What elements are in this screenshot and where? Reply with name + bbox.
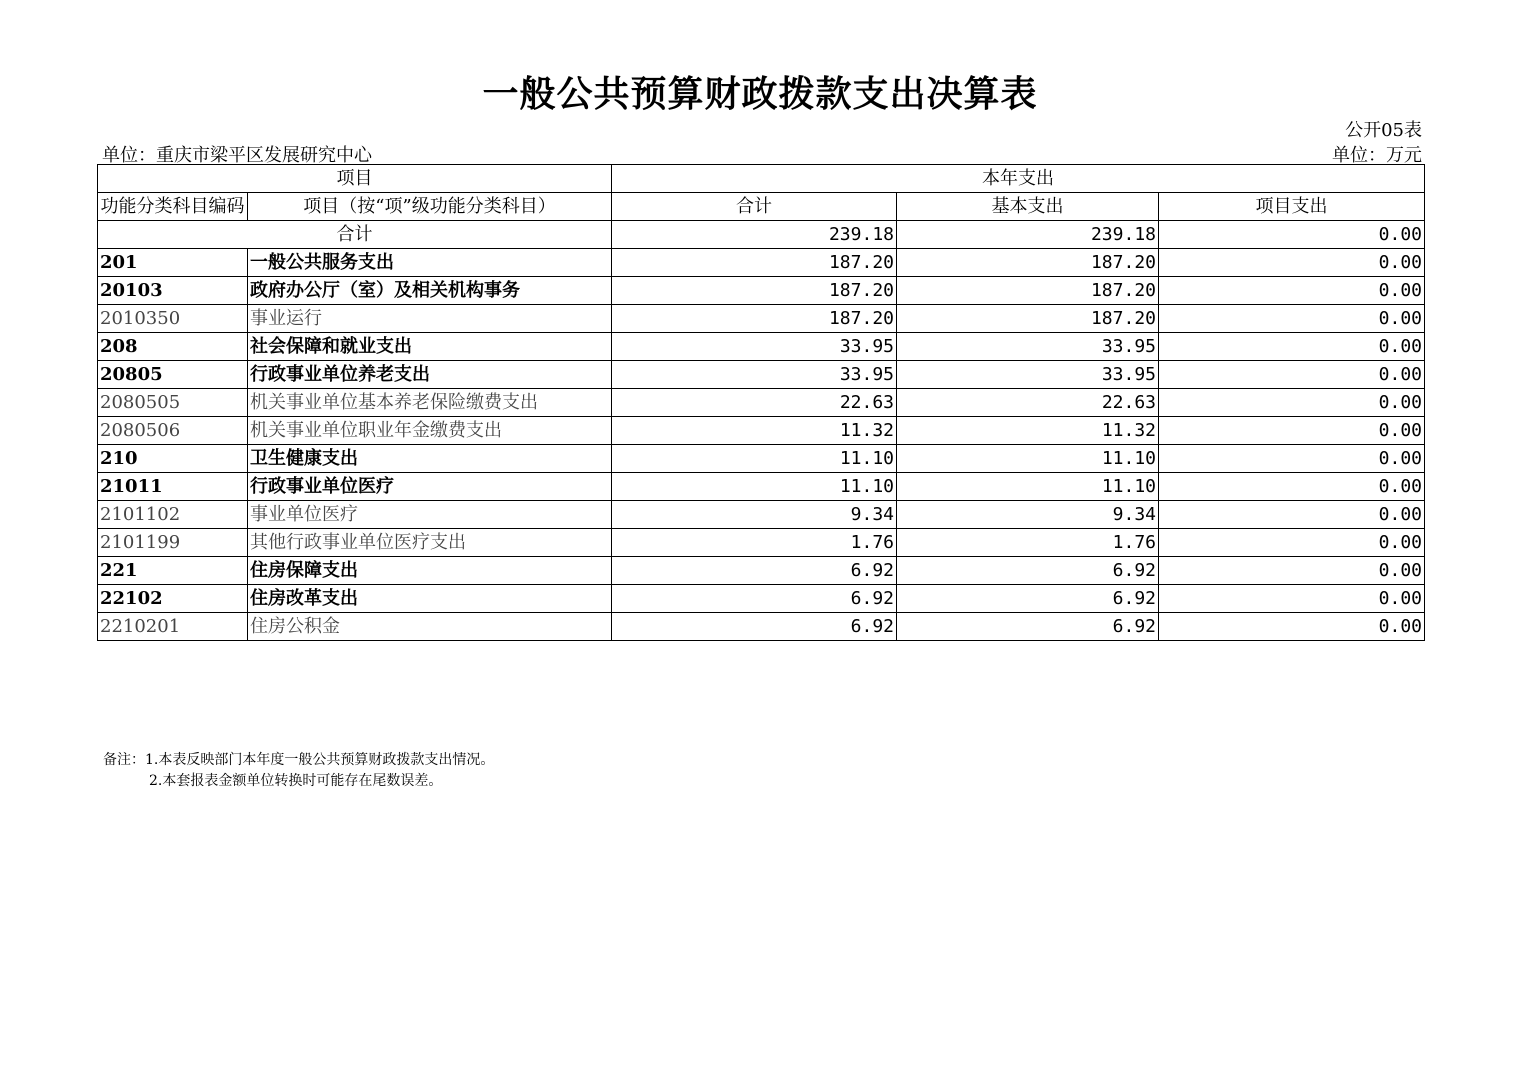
- row-total: 33.95: [612, 361, 897, 389]
- total-row: [98, 221, 1425, 249]
- page-title: 一般公共预算财政拨款支出决算表: [482, 73, 1038, 115]
- table-row: [98, 305, 1425, 333]
- table-row: [98, 277, 1425, 305]
- row-total: 9.34: [612, 501, 897, 529]
- row-code: 20103: [98, 277, 248, 305]
- table-row: [98, 417, 1425, 445]
- table-row: [98, 613, 1425, 641]
- row-name: 一般公共服务支出: [248, 249, 612, 277]
- row-basic: 6.92: [897, 557, 1159, 585]
- row-code: 2080506: [98, 417, 248, 445]
- row-basic: 187.20: [897, 305, 1159, 333]
- note-line-2: 2.本套报表金额单位转换时可能存在尾数误差。: [149, 773, 443, 789]
- row-code: 2101102: [98, 501, 248, 529]
- table-row: [98, 445, 1425, 473]
- unit-currency: 单位：万元: [1332, 145, 1422, 166]
- total-total: 239.18: [612, 221, 897, 249]
- form-number: 公开05表: [1345, 120, 1422, 141]
- header-code: 功能分类科目编码: [98, 193, 248, 221]
- row-code: 2080505: [98, 389, 248, 417]
- table-row: [98, 389, 1425, 417]
- header-row-columns: [98, 193, 1425, 221]
- row-name: 机关事业单位基本养老保险缴费支出: [248, 389, 612, 417]
- row-name: 其他行政事业单位医疗支出: [248, 529, 612, 557]
- row-basic: 11.10: [897, 473, 1159, 501]
- row-code: 201: [98, 249, 248, 277]
- row-project: 0.00: [1159, 333, 1425, 361]
- row-project: 0.00: [1159, 389, 1425, 417]
- total-label: 合计: [98, 221, 612, 249]
- row-basic: 33.95: [897, 361, 1159, 389]
- total-project: 0.00: [1159, 221, 1425, 249]
- row-total: 6.92: [612, 557, 897, 585]
- row-code: 208: [98, 333, 248, 361]
- header-name: 项目（按“项”级功能分类科目）: [248, 193, 612, 221]
- row-name: 住房改革支出: [248, 585, 612, 613]
- header-project-expense: 项目支出: [1159, 193, 1425, 221]
- row-code: 2101199: [98, 529, 248, 557]
- row-name: 行政事业单位医疗: [248, 473, 612, 501]
- row-project: 0.00: [1159, 445, 1425, 473]
- row-project: 0.00: [1159, 557, 1425, 585]
- row-name: 卫生健康支出: [248, 445, 612, 473]
- row-basic: 22.63: [897, 389, 1159, 417]
- header-row-top: [98, 165, 1425, 193]
- row-basic: 1.76: [897, 529, 1159, 557]
- row-total: 187.20: [612, 305, 897, 333]
- row-total: 33.95: [612, 333, 897, 361]
- row-code: 20805: [98, 361, 248, 389]
- header-total: 合计: [612, 193, 897, 221]
- row-code: 21011: [98, 473, 248, 501]
- row-code: 2210201: [98, 613, 248, 641]
- row-project: 0.00: [1159, 361, 1425, 389]
- row-name: 行政事业单位养老支出: [248, 361, 612, 389]
- row-project: 0.00: [1159, 473, 1425, 501]
- row-total: 11.10: [612, 473, 897, 501]
- table-row: [98, 361, 1425, 389]
- row-basic: 9.34: [897, 501, 1159, 529]
- header-current-year: 本年支出: [612, 165, 1425, 193]
- row-project: 0.00: [1159, 613, 1425, 641]
- row-total: 187.20: [612, 249, 897, 277]
- row-total: 11.10: [612, 445, 897, 473]
- row-name: 事业单位医疗: [248, 501, 612, 529]
- row-project: 0.00: [1159, 585, 1425, 613]
- row-name: 住房公积金: [248, 613, 612, 641]
- table-row: [98, 249, 1425, 277]
- row-project: 0.00: [1159, 305, 1425, 333]
- row-total: 187.20: [612, 277, 897, 305]
- row-name: 事业运行: [248, 305, 612, 333]
- row-basic: 6.92: [897, 613, 1159, 641]
- row-total: 6.92: [612, 585, 897, 613]
- row-name: 社会保障和就业支出: [248, 333, 612, 361]
- row-code: 2010350: [98, 305, 248, 333]
- row-basic: 11.32: [897, 417, 1159, 445]
- header-project: 项目: [98, 165, 612, 193]
- row-code: 22102: [98, 585, 248, 613]
- table-row: [98, 501, 1425, 529]
- notes: [103, 750, 494, 792]
- row-project: 0.00: [1159, 529, 1425, 557]
- expenditure-table: [97, 164, 1425, 641]
- row-total: 11.32: [612, 417, 897, 445]
- total-basic: 239.18: [897, 221, 1159, 249]
- row-total: 1.76: [612, 529, 897, 557]
- table-row: [98, 529, 1425, 557]
- row-basic: 187.20: [897, 249, 1159, 277]
- row-code: 221: [98, 557, 248, 585]
- row-basic: 33.95: [897, 333, 1159, 361]
- note-line-1: 备注：1.本表反映部门本年度一般公共预算财政拨款支出情况。: [103, 752, 495, 768]
- row-name: 政府办公厅（室）及相关机构事务: [248, 277, 612, 305]
- table-row: [98, 333, 1425, 361]
- table-row: [98, 585, 1425, 613]
- row-project: 0.00: [1159, 249, 1425, 277]
- row-name: 住房保障支出: [248, 557, 612, 585]
- unit-organization: 单位：重庆市梁平区发展研究中心: [102, 145, 372, 166]
- row-code: 210: [98, 445, 248, 473]
- row-basic: 11.10: [897, 445, 1159, 473]
- header-basic: 基本支出: [897, 193, 1159, 221]
- row-total: 22.63: [612, 389, 897, 417]
- row-project: 0.00: [1159, 417, 1425, 445]
- row-name: 机关事业单位职业年金缴费支出: [248, 417, 612, 445]
- row-total: 6.92: [612, 613, 897, 641]
- row-basic: 6.92: [897, 585, 1159, 613]
- table-row: [98, 473, 1425, 501]
- table-row: [98, 557, 1425, 585]
- row-project: 0.00: [1159, 501, 1425, 529]
- row-basic: 187.20: [897, 277, 1159, 305]
- row-project: 0.00: [1159, 277, 1425, 305]
